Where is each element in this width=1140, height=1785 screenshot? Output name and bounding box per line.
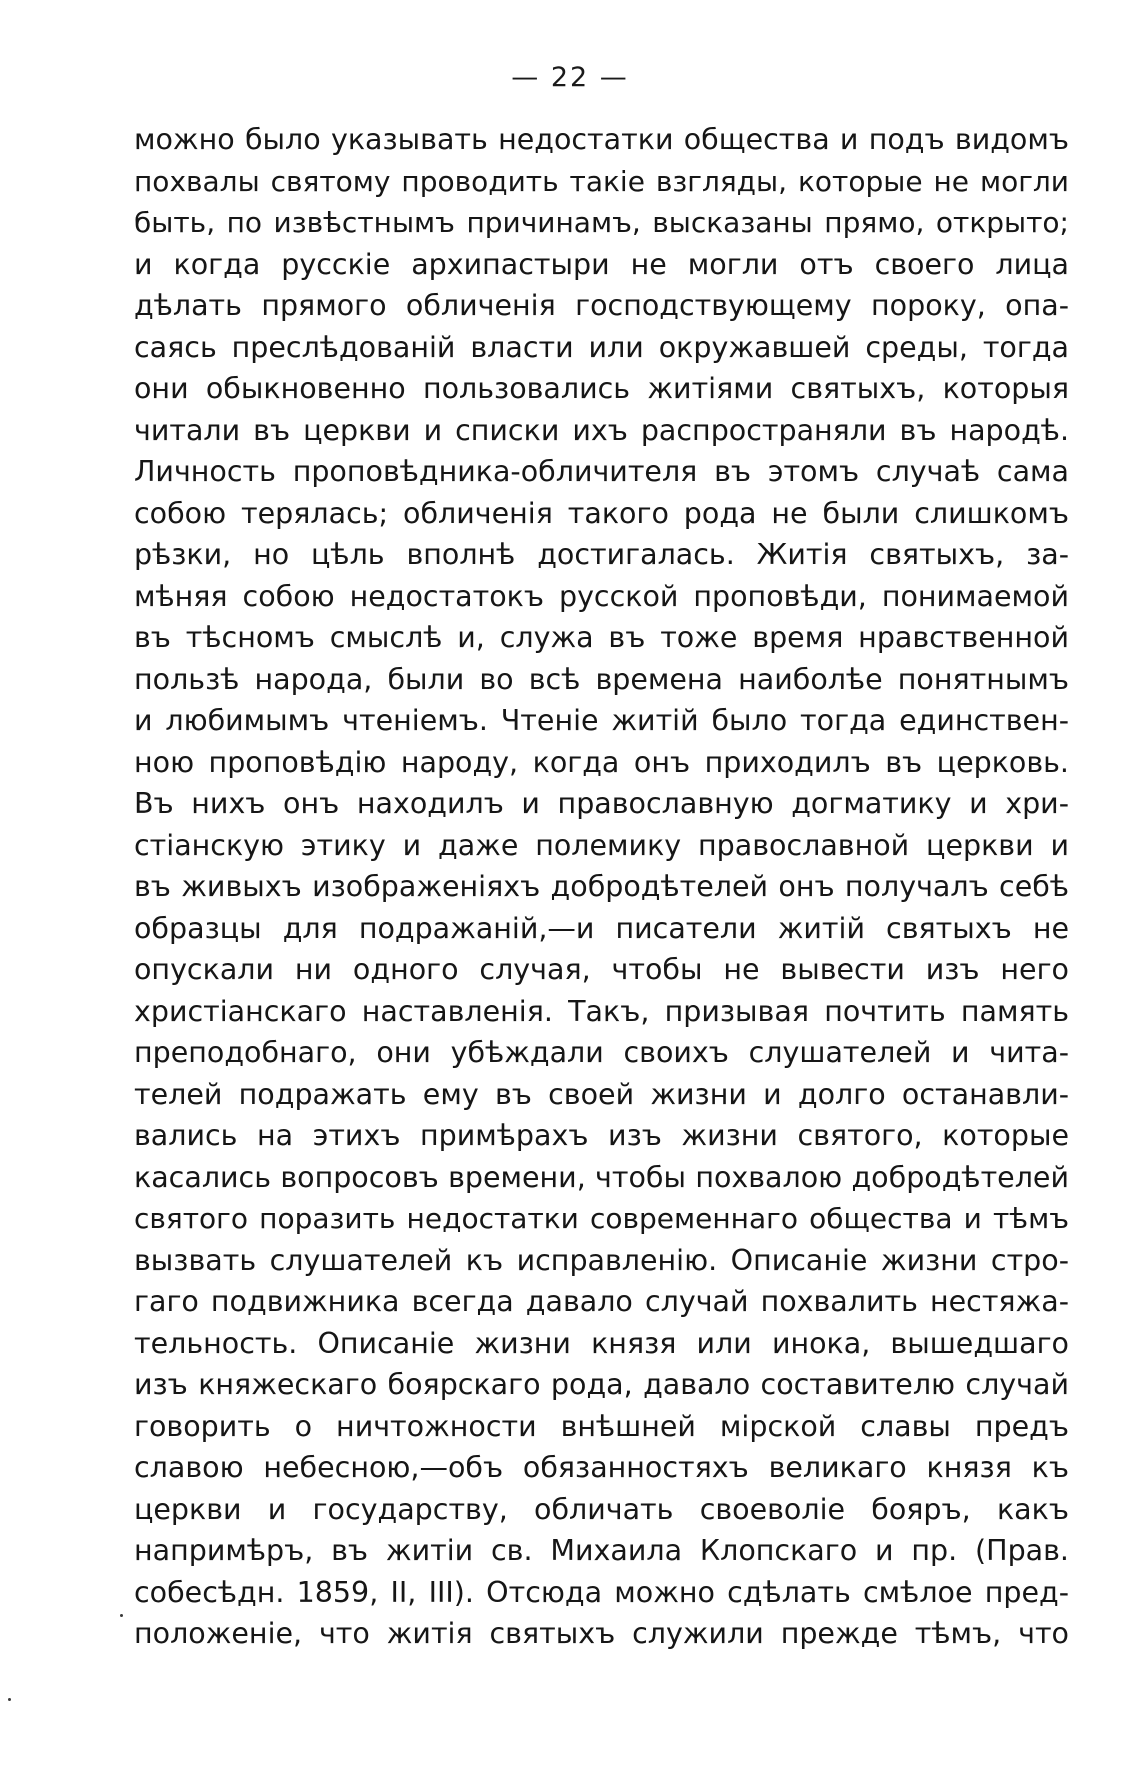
- text-line: дѣлать прямого обличенія господствующему пороку, опа-: [134, 289, 1069, 322]
- text-line: собесѣдн. 1859, II, III). Отсюда можно сдѣлать смѣлое пред-: [134, 1575, 1069, 1609]
- text-line: тельность. Описаніе жизни князя или инока, вышедшаго: [134, 1326, 1069, 1360]
- ink-speck: [8, 1698, 11, 1701]
- text-line: и любимымъ чтеніемъ. Чтеніе житій было тогда единствен-: [134, 704, 1069, 737]
- text-line: похвалы святому проводить такіе взгляды, которые не могли: [134, 164, 1069, 198]
- text-line: Въ нихъ онъ находилъ и православную догматику и хри-: [134, 787, 1069, 820]
- text-line: они обыкновенно пользовались житіями святыхъ, которыя: [134, 372, 1069, 405]
- text-line: быть, по извѣстнымъ причинамъ, высказаны прямо, открыто;: [134, 206, 1069, 239]
- text-line: вались на этихъ примѣрахъ изъ жизни святого, которые: [134, 1119, 1069, 1152]
- text-line: напримѣръ, въ житіи св. Михаила Клопскаго и пр. (Прав.: [134, 1534, 1069, 1567]
- text-line: говорить о ничтожности внѣшней мірской славы предъ: [134, 1409, 1069, 1443]
- text-line: гаго подвижника всегда давало случай похвалить нестяжа-: [134, 1285, 1069, 1318]
- text-line: христіанскаго наставленія. Такъ, призывая почтить память: [134, 994, 1069, 1028]
- text-line: рѣзки, но цѣль вполнѣ достигалась. Житія святыхъ, за-: [134, 538, 1069, 571]
- text-line: положеніе, что житія святыхъ служили прежде тѣмъ, что: [134, 1617, 1069, 1650]
- text-line: образцы для подражаній,—и писатели житій святыхъ не: [134, 911, 1069, 945]
- text-line: стіанскую этику и даже полемику православной церкви и: [134, 828, 1069, 862]
- text-line: церкви и государству, обличать своеволіе бояръ, какъ: [134, 1492, 1069, 1526]
- text-line: Личность проповѣдника-обличителя въ этомъ случаѣ сама: [134, 455, 1069, 488]
- text-line: вызвать слушателей къ исправленію. Описаніе жизни стро-: [134, 1243, 1069, 1277]
- text-line: изъ княжескаго боярскаго рода, давало составителю случай: [134, 1368, 1069, 1401]
- text-line: можно было указывать недостатки общества и подъ видомъ: [134, 123, 1069, 156]
- text-line: пользѣ народа, были во всѣ времена наиболѣе понятнымъ: [134, 662, 1069, 696]
- ink-speck: [120, 1614, 123, 1617]
- text-line: саясь преслѣдованій власти или окружавшей среды, тогда: [134, 330, 1069, 364]
- text-line: и когда русскіе архипастыри не могли отъ своего лица: [134, 247, 1069, 281]
- text-line: телей подражать ему въ своей жизни и долго останавли-: [134, 1077, 1069, 1111]
- text-line: касались вопросовъ времени, чтобы похвалою добродѣтелей: [134, 1160, 1069, 1194]
- text-line: читали въ церкви и списки ихъ распространяли въ народѣ.: [134, 413, 1069, 447]
- text-line: святого поразить недостатки современнаго общества и тѣмъ: [134, 1202, 1069, 1235]
- text-line: преподобнаго, они убѣждали своихъ слушателей и чита-: [134, 1036, 1069, 1069]
- text-line: ною проповѣдію народу, когда онъ приходилъ въ церковь.: [134, 745, 1069, 779]
- text-line: въ тѣсномъ смыслѣ и, служа въ тоже время нравственной: [134, 621, 1069, 654]
- body-text: [134, 119, 1069, 1655]
- text-line: въ живыхъ изображеніяхъ добродѣтелей онъ получалъ себѣ: [134, 870, 1069, 903]
- text-line: опускали ни одного случая, чтобы не вывести изъ него: [134, 953, 1069, 986]
- text-line: собою терялась; обличенія такого рода не были слишкомъ: [134, 496, 1069, 530]
- text-line: мѣняя собою недостатокъ русской проповѣди, понимаемой: [134, 579, 1069, 613]
- page-number: — 22 —: [511, 62, 629, 93]
- text-line: славою небесною,—объ обязанностяхъ великаго князя къ: [134, 1451, 1069, 1484]
